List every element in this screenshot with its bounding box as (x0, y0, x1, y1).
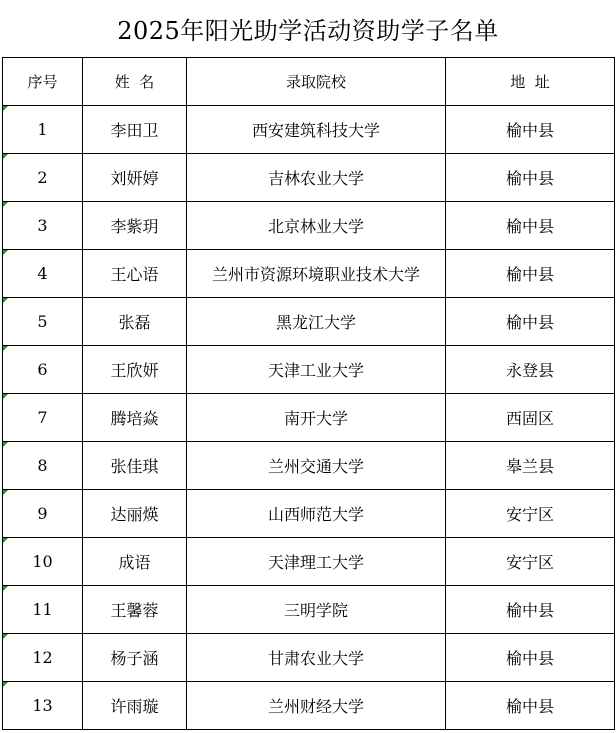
student-name-cell[interactable]: 成语 (83, 538, 187, 586)
row-index-cell[interactable] (3, 346, 83, 394)
table-row (3, 106, 615, 154)
address-cell[interactable]: 榆中县 (446, 586, 615, 634)
header-index[interactable]: 序号 (3, 58, 83, 106)
school-cell[interactable]: 南开大学 (187, 394, 446, 442)
school-cell[interactable]: 兰州交通大学 (187, 442, 446, 490)
row-index-cell[interactable] (3, 538, 83, 586)
school-cell[interactable]: 兰州市资源环境职业技术大学 (187, 250, 446, 298)
row-index: 4 (37, 264, 48, 283)
row-index: 1 (37, 120, 48, 139)
school-cell[interactable]: 黑龙江大学 (187, 298, 446, 346)
cell-marker-icon (3, 538, 8, 543)
cell-marker-icon (3, 634, 8, 639)
address-cell[interactable]: 榆中县 (446, 202, 615, 250)
row-index: 6 (37, 360, 48, 379)
table-row (3, 346, 615, 394)
row-index-cell[interactable] (3, 682, 83, 730)
school-cell[interactable]: 西安建筑科技大学 (187, 106, 446, 154)
header-row (3, 58, 615, 106)
row-index-cell[interactable] (3, 250, 83, 298)
address-cell[interactable]: 榆中县 (446, 298, 615, 346)
row-index-cell[interactable] (3, 586, 83, 634)
student-name-cell[interactable]: 杨子涵 (83, 634, 187, 682)
student-name-cell[interactable]: 许雨璇 (83, 682, 187, 730)
header-address[interactable]: 地 址 (446, 58, 615, 106)
address-cell[interactable]: 榆中县 (446, 106, 615, 154)
row-index: 5 (37, 312, 48, 331)
school-cell[interactable]: 山西师范大学 (187, 490, 446, 538)
cell-marker-icon (3, 250, 8, 255)
row-index: 2 (37, 168, 48, 187)
row-index-cell[interactable] (3, 106, 83, 154)
table-row (3, 250, 615, 298)
address-cell[interactable]: 安宁区 (446, 538, 615, 586)
table-row (3, 394, 615, 442)
row-index: 3 (37, 216, 48, 235)
header-name[interactable]: 姓 名 (83, 58, 187, 106)
cell-marker-icon (3, 490, 8, 495)
row-index-cell[interactable] (3, 154, 83, 202)
row-index: 11 (32, 600, 53, 619)
address-cell[interactable]: 西固区 (446, 394, 615, 442)
row-index-cell[interactable] (3, 202, 83, 250)
table-row (3, 490, 615, 538)
cell-marker-icon (3, 298, 8, 303)
address-cell[interactable]: 榆中县 (446, 154, 615, 202)
row-index-cell[interactable] (3, 634, 83, 682)
table-row (3, 634, 615, 682)
row-index-cell[interactable] (3, 442, 83, 490)
student-name-cell[interactable]: 李田卫 (83, 106, 187, 154)
cell-marker-icon (3, 682, 8, 687)
school-cell[interactable]: 吉林农业大学 (187, 154, 446, 202)
student-name-cell[interactable]: 张磊 (83, 298, 187, 346)
student-name-cell[interactable]: 王馨蓉 (83, 586, 187, 634)
row-index: 13 (32, 696, 53, 715)
student-name-cell[interactable]: 王欣妍 (83, 346, 187, 394)
row-index-cell[interactable] (3, 394, 83, 442)
address-cell[interactable]: 榆中县 (446, 634, 615, 682)
address-cell[interactable]: 安宁区 (446, 490, 615, 538)
student-roster-table (2, 57, 615, 730)
row-index: 9 (37, 504, 48, 523)
cell-marker-icon (3, 442, 8, 447)
table-row (3, 538, 615, 586)
student-name-cell[interactable]: 李紫玥 (83, 202, 187, 250)
student-name-cell[interactable]: 张佳琪 (83, 442, 187, 490)
school-cell[interactable]: 天津工业大学 (187, 346, 446, 394)
address-cell[interactable]: 皋兰县 (446, 442, 615, 490)
school-cell[interactable]: 三明学院 (187, 586, 446, 634)
table-row (3, 682, 615, 730)
student-name-cell[interactable]: 王心语 (83, 250, 187, 298)
table-row (3, 298, 615, 346)
address-cell[interactable]: 榆中县 (446, 250, 615, 298)
cell-marker-icon (3, 346, 8, 351)
table-row (3, 442, 615, 490)
cell-marker-icon (3, 394, 8, 399)
cell-marker-icon (3, 154, 8, 159)
address-cell[interactable]: 榆中县 (446, 682, 615, 730)
document-title: 2025年阳光助学活动资助学子名单 (2, 0, 614, 58)
row-index: 12 (32, 648, 53, 667)
table-row (3, 154, 615, 202)
cell-marker-icon (3, 586, 8, 591)
row-index: 7 (37, 408, 48, 427)
table-row (3, 586, 615, 634)
school-cell[interactable]: 兰州财经大学 (187, 682, 446, 730)
school-cell[interactable]: 北京林业大学 (187, 202, 446, 250)
school-cell[interactable]: 甘肃农业大学 (187, 634, 446, 682)
header-school[interactable]: 录取院校 (187, 58, 446, 106)
school-cell[interactable]: 天津理工大学 (187, 538, 446, 586)
row-index: 8 (37, 456, 48, 475)
student-name-cell[interactable]: 达丽煐 (83, 490, 187, 538)
cell-marker-icon (3, 106, 8, 111)
cell-marker-icon (3, 202, 8, 207)
address-cell[interactable]: 永登县 (446, 346, 615, 394)
row-index: 10 (32, 552, 53, 571)
row-index-cell[interactable] (3, 490, 83, 538)
row-index-cell[interactable] (3, 298, 83, 346)
table-row (3, 202, 615, 250)
student-name-cell[interactable]: 刘妍婷 (83, 154, 187, 202)
student-name-cell[interactable]: 腾培焱 (83, 394, 187, 442)
